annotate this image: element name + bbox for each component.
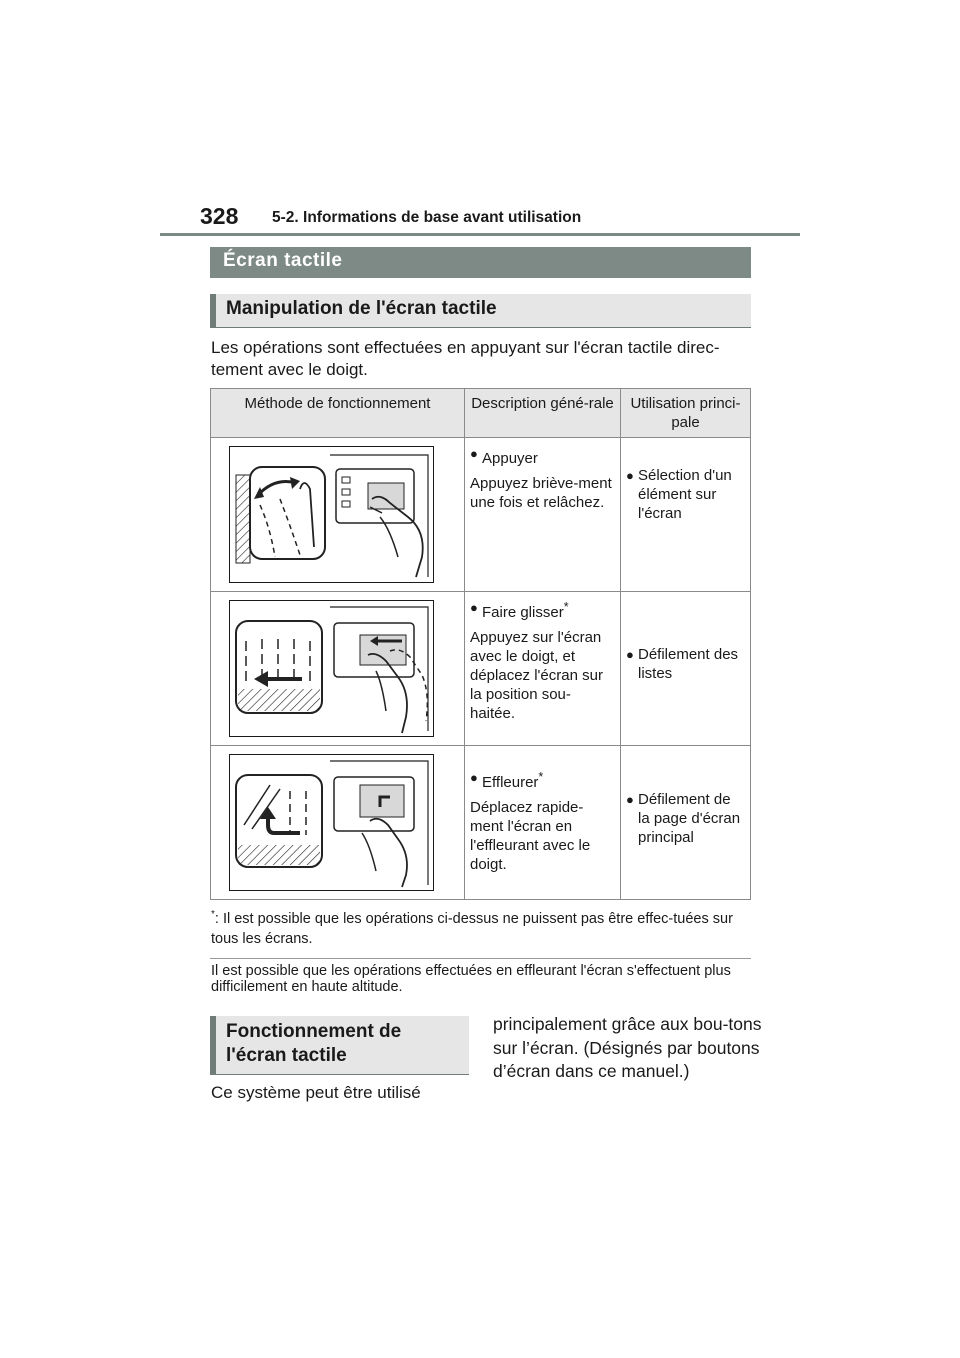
drag-gesture-illustration-icon — [229, 600, 434, 737]
description-cell — [465, 592, 621, 746]
section-title-fonctionnement: Fonctionnement de l'écran tactile — [210, 1016, 469, 1075]
gesture-table — [210, 388, 751, 900]
altitude-note: Il est possible que les opérations effectuées en effleurant l'écran s'effectuent plus difficilement en haute altitude. — [211, 963, 731, 995]
description-text: Déplacez rapide-ment l'écran en l'effleurant avec le doigt. — [470, 799, 591, 873]
table-row — [211, 746, 751, 900]
method-label: ● Faire glisser* — [470, 600, 569, 621]
usage-item: ● Défilement de la page d'écran principal — [626, 791, 741, 846]
table-row — [211, 438, 751, 592]
bullet-icon: ● — [626, 468, 634, 483]
section-header: 5-2. Informations de base avant utilisation — [272, 209, 582, 226]
page-number: 328 — [200, 203, 239, 229]
usage-cell — [621, 592, 751, 746]
method-label: ● Appuyer — [470, 446, 538, 467]
description-cell — [465, 746, 621, 900]
header-usage: Utilisation princi-pale — [621, 389, 751, 438]
description-text: Appuyez briève-ment une fois et relâchez. — [470, 475, 612, 511]
description-text: Appuyez sur l'écran avec le doigt, et déplacez l'écran sur la position sou-haitée. — [470, 629, 603, 722]
header-rule — [160, 233, 800, 236]
bullet-icon: ● — [626, 647, 634, 662]
header-method: Méthode de fonctionnement — [211, 389, 465, 438]
flick-gesture-illustration-icon — [229, 754, 434, 891]
figure-cell — [211, 438, 465, 592]
header-description: Description géné-rale — [465, 389, 621, 438]
bullet-icon: ● — [470, 446, 478, 461]
figure-cell — [211, 746, 465, 900]
figure-cell — [211, 592, 465, 746]
note-divider — [210, 958, 751, 959]
usage-cell — [621, 746, 751, 900]
body-text-left: Ce système peut être utilisé — [211, 1083, 421, 1102]
description-cell — [465, 438, 621, 592]
table-footnote: *: Il est possible que les opérations ci-dessus ne puissent pas être effec-tuées sur tous les écrans. — [211, 909, 733, 947]
tap-gesture-illustration-icon — [229, 446, 434, 583]
body-text-right: principalement grâce aux bou-tons sur l’écran. (Désignés par boutons d’écran dans ce manuel.) — [493, 1014, 762, 1081]
bullet-icon: ● — [626, 792, 634, 807]
method-label: ● Effleurer* — [470, 770, 544, 791]
section-title-manipulation: Manipulation de l'écran tactile — [210, 294, 751, 328]
usage-item: ● Défilement des listes — [626, 646, 739, 682]
table-header-row — [211, 389, 751, 438]
usage-cell — [621, 438, 751, 592]
table-row — [211, 592, 751, 746]
intro-paragraph: Les opérations sont effectuées en appuyant sur l'écran tactile direc-tement avec le doigt. — [211, 338, 720, 379]
usage-item: ● Sélection d'un élément sur l'écran — [626, 467, 732, 522]
chapter-banner: Écran tactile — [210, 247, 751, 278]
bullet-icon: ● — [470, 600, 478, 615]
bullet-icon: ● — [470, 770, 478, 785]
